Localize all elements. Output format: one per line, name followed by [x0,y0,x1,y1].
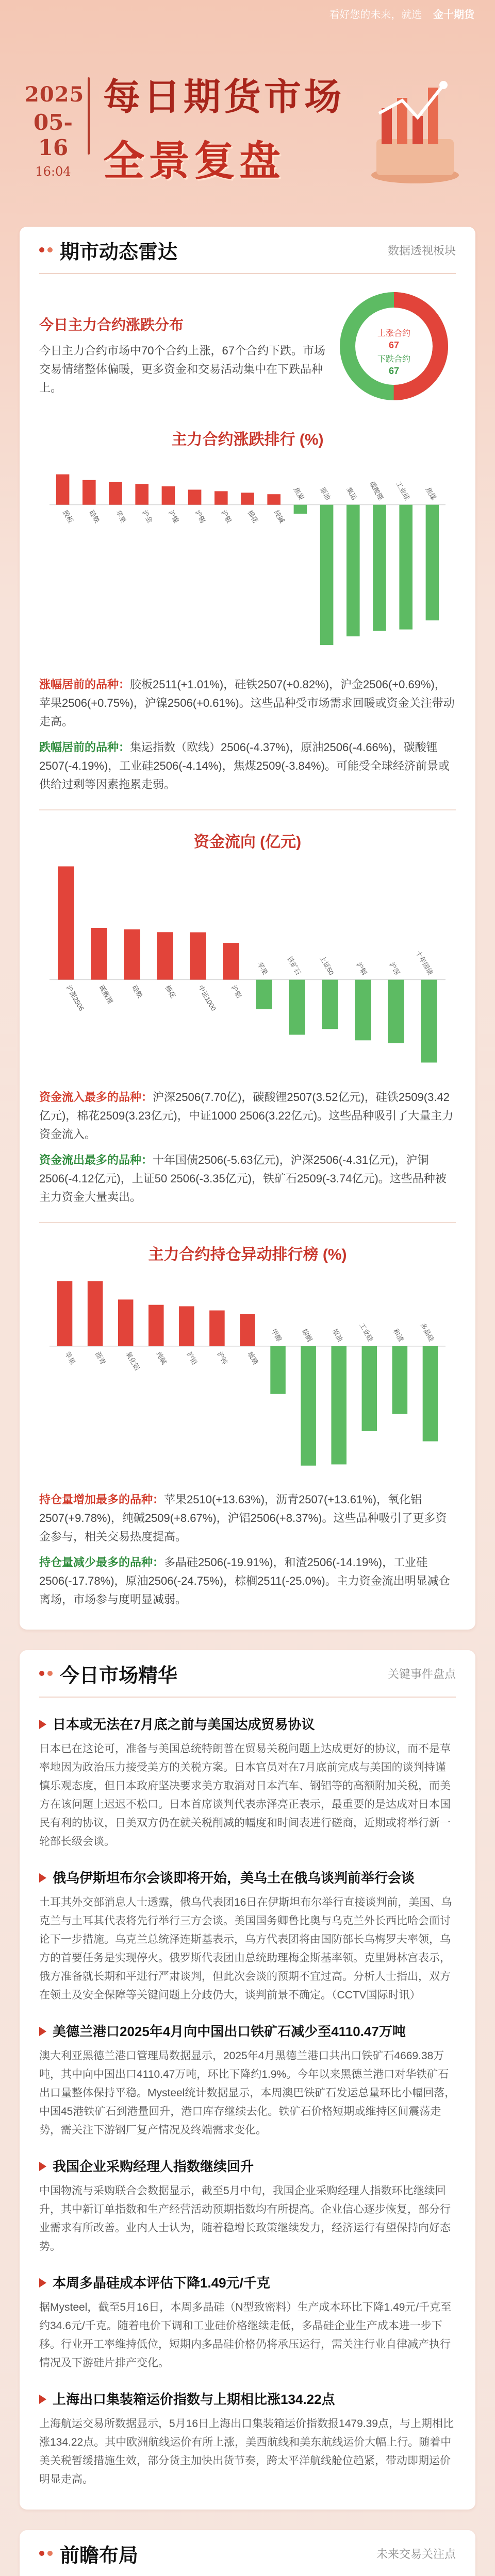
news-body: 澳大利亚黑德兰港口管理局数据显示，2025年4月黑德兰港口共出口铁矿石4669.38万吨，其中向中国出口4110.47万吨，环比下降约1.9%。今年以来黑德兰港口对华铁矿石出口量整体保持平稳。Mysteel统计数据显示，本周澳巴铁矿石发运总量环比小幅回落，中国45港铁矿石到港量回升，港口库存继续去化。铁矿石价格短期或维持区间震荡走势，需关注下游钢厂复产情况及终端需求变化。 [39,2050,456,2136]
slogan-text: 看好您的未来，就选 [329,9,422,21]
news-body: 日本已在这论可，准备与美国总统特朗普在贸易关税问题上达成更好的协议，而不是草率地因为政治压力接受美方的关税方案。日本官员对在7月底前完成与美国的谈判持谨慎乐观态度，但日本政府坚决要求美方取消对日本汽车、钢铝等的高额附加关税，而美方在该问题上迟迟不松口。日本首席谈判代表赤泽亮正表示，最重要的是达成对日本国民有利的协议，日美双方仍在就关税削减的幅度和时间表进行磋商，近期或将举行新一轮部长级会谈。 [39,1743,451,1848]
bar-3 [157,932,173,979]
bar-8 [322,980,338,1029]
forecast-card [20,2530,475,2576]
top-gainers-label: 涨幅居前的品种： [39,678,130,691]
category-label: 苹果 [114,509,128,524]
news-title[interactable] [39,2022,456,2041]
title-dots-icon [39,2551,53,2556]
card-header [39,2530,456,2576]
news-title[interactable] [39,2274,456,2292]
date-year: 2025 [25,82,85,107]
card-title-text: 今日市场精华 [60,1663,178,1687]
bar-8 [301,1346,316,1466]
news-title[interactable] [39,2390,456,2409]
category-label: 沪银 [220,509,234,524]
bar-1 [82,480,96,505]
category-label: 工业硅 [394,480,411,502]
category-label: 原油 [331,1327,344,1343]
oi-down-label: 持仓量减少最多的品种： [39,1556,164,1569]
donut-up-count: 67 [388,340,400,350]
category-label: 苹果 [256,961,270,977]
top-gainers-body: 胶板2511(+1.01%)，硅铁2507(+0.82%)，沪金2506(+0.69%)，苹果2506(+0.75%)，沪镍2506(+0.61%)。这些品种受市场需求回暖或资金关注带动走高。 [39,678,455,728]
category-label: 铁矿石 [285,955,303,977]
category-label: 焦炭 [292,486,306,502]
outflow-label: 资金流出最多的品种： [39,1154,153,1166]
oi-chart-title: 主力合约持仓异动排行榜 (%) [148,1246,347,1263]
bullet-triangle-icon [39,2162,46,2171]
bar-11 [346,505,360,636]
bar-12 [423,1346,438,1442]
donut-up-label: 上涨合约 [377,329,411,338]
card-note: 关键事件盘点 [387,1667,456,1681]
bar-9 [331,1346,346,1464]
bar-12 [373,505,386,631]
bar-8 [267,494,280,504]
title-dots-icon [39,247,53,252]
bar-7 [270,1346,286,1394]
top-slogan [0,6,495,21]
bar-10 [362,1346,377,1431]
open-interest-bar-chart [39,1264,456,1481]
rank-chart-title: 主力合约涨跌排行 (%) [171,431,324,448]
bar-2 [124,929,140,980]
category-label: 原油 [318,486,332,502]
date-separator [88,77,90,155]
category-label: 沪金 [140,509,154,524]
bar-4 [179,1306,194,1346]
title-dots-icon [39,1671,53,1676]
card-title [39,1659,177,1688]
bar-6 [256,980,272,1009]
bar-9 [355,980,371,1041]
category-label: 沪铝 [229,984,243,999]
category-label: 和渣 [391,1327,405,1343]
category-label: 纯碱 [155,1350,169,1366]
category-label: 集运 [345,486,359,502]
news-title[interactable] [39,1869,456,1887]
category-label: 棉花 [163,984,177,999]
flow-chart-title: 资金流向 (亿元) [193,834,302,851]
page-header [0,0,495,227]
donut-down-count: 67 [388,366,400,376]
category-label: 甲醇 [270,1327,284,1343]
bar-4 [162,486,175,505]
bar-11 [392,1346,408,1414]
rank-bar-chart [39,449,456,666]
bullet-triangle-icon [39,2027,46,2036]
news-title-text: 上海出口集装箱运价指数与上期相比涨134.22点 [53,2392,335,2407]
bar-14 [426,505,439,620]
brand-logo: 金十期货 [433,9,474,21]
category-label: 碳酸锂 [97,984,114,1005]
news-title-text: 本周多晶硅成本评估下降1.49元/千克 [53,2275,270,2291]
bar-3 [135,484,148,504]
bar-2 [109,482,122,505]
category-label: 苹果 [63,1350,77,1366]
oi-up-body: 苹果2510(+13.63%)，沥青2507(+13.61%)，氧化铝2507(+9.78%)，纯碱2509(+8.67%)，沪铝2506(+8.37%)。这些品种吸引了更多资金参与，相关交易热度提高。 [39,1493,447,1543]
bar-11 [421,980,437,1063]
inflow-body: 沪深2506(7.70亿)，碳酸锂2507(3.52亿元)，硅铁2509(3.42亿元)，棉花2509(3.23亿元)，中证1000 2506(3.22亿元)。这些品种吸引了大量主力资金流入。 [39,1091,454,1141]
news-item [39,1715,456,1851]
category-label: 沪深 [388,961,402,977]
bar-1 [88,1281,103,1346]
bar-5 [209,1311,225,1347]
date-month-day: 05-16 [34,110,73,160]
bar-2 [118,1299,134,1346]
news-item [39,2157,456,2256]
news-title-text: 日本或无法在7月底之前与美国达成贸易协议 [53,1717,315,1732]
bar-5 [223,943,239,979]
card-header [39,227,456,274]
news-item [39,2022,456,2140]
title-line2: 全景复盘 [103,138,285,184]
news-item [39,1869,456,2005]
date-time: 16:04 [35,164,71,179]
title-line1: 每日期货市场 [103,77,345,118]
bar-3 [148,1305,164,1346]
oi-down-text [39,1553,456,1609]
category-label: 纯碱 [272,509,286,524]
bullet-triangle-icon [39,1720,46,1729]
category-label: 玻璃 [246,1350,260,1366]
category-label: 焦煤 [424,486,438,502]
news-body: 中国物流与采购联合会数据显示，截至5月中旬，我国企业采购经理人指数环比继续回升，其中新订单指数和生产经营活动预期指数均有所提高。企业信心逐步恢复，部分行业需求有所改善。业内人士认为，随着稳增长政策继续发力，经济运行有望保持向好态势。 [39,2185,451,2252]
page-title [103,67,344,187]
category-label: 上证50 [318,954,336,977]
bar-5 [188,489,202,504]
news-body: 据Mysteel，截至5月16日，本周多晶硅（N型致密料）生产成本环比下降1.49元/千克至约34.6元/千克。随着电价下调和工业硅价格继续走低，多晶硅企业生产成本进一步下移。行业开工率维持低位，短期内多晶硅价格仍将承压运行，需关注行业自律减产执行情况及下游硅片排产变化。 [39,2301,452,2369]
bar-1 [91,928,107,980]
news-list [39,1715,456,2489]
category-label: 沪铜 [355,961,369,977]
card-title [39,2539,138,2568]
category-label: 沪锡 [193,509,207,524]
news-item [39,2390,456,2489]
header-illustration-icon [366,77,464,185]
bar-10 [320,505,334,645]
category-label: 中证1000 [196,984,218,1012]
bar-6 [214,491,228,504]
card-title [39,236,177,264]
category-label: 十年国债 [414,949,435,977]
category-label: 沪镍 [167,509,180,524]
category-label: 沪铝 [185,1350,199,1366]
bar-13 [399,505,412,630]
category-label: 沪锌 [216,1350,229,1366]
bar-9 [294,505,307,514]
top-losers-label: 跌幅居前的品种： [39,741,130,754]
bullet-triangle-icon [39,2395,46,2404]
bar-0 [56,474,70,505]
market-radar-card [20,227,475,1630]
bar-4 [190,933,206,980]
category-label: 棕榈 [300,1327,314,1343]
oi-up-text [39,1490,456,1546]
card-title-text: 期市动态雷达 [60,240,178,263]
inflow-text [39,1088,456,1144]
news-title-text: 俄乌伊斯坦布尔会谈即将开始，美乌土在俄乌谈判前举行会谈 [53,1870,415,1886]
news-body: 土耳其外交部消息人士透露，俄乌代表团16日在伊斯坦布尔举行直接谈判前，美国、乌克兰与土耳其代表将先行举行三方会谈。美国国务卿鲁比奥与乌克兰外长西比哈会面讨论下一步措施。乌克兰总统泽连斯基表示，乌方代表团将由国防部长乌梅罗夫率领，乌方的首要任务是实现停火。俄罗斯代表团由总统助理梅金斯基率领。克里姆林宫表示，俄方准备就长期和平进行严肃谈判，但此次会谈的预期不宜过高。分析人士指出，双方在领土及安全保障等关键问题上分歧仍大，谈判前景不确定。（CCTV国际时讯） [39,1896,452,2001]
news-title[interactable] [39,1715,456,1734]
section-divider [39,809,456,810]
news-body: 上海航运交易所数据显示，5月16日上海出口集装箱运价指数报1479.39点，与上期相比涨134.22点。其中欧洲航线运价有所上涨，美西航线和美东航线运价大幅上行。随着中美关税暂缓措施生效，部分货主加快出货节奏，跨太平洋航线舱位趋紧，带动即期运价明显走高。 [39,2418,454,2485]
category-label: 沪深2506 [64,984,86,1012]
bar-0 [58,867,74,980]
category-label: 氧化铝 [124,1350,141,1372]
news-title-text: 美德兰港口2025年4月向中国出口铁矿石减少至4110.47万吨 [53,2024,406,2039]
section-divider [39,1222,456,1223]
news-item [39,2274,456,2372]
top-gainers-text [39,675,456,731]
category-label: 碳酸锂 [368,480,385,502]
donut-down-label: 下跌合约 [377,355,411,364]
bar-0 [57,1281,73,1346]
card-note: 未来交易关注点 [376,2547,456,2561]
category-label: 多晶硅 [419,1321,436,1343]
bar-7 [241,493,254,504]
category-label: 工业硅 [358,1321,375,1343]
bullet-triangle-icon [39,2278,46,2287]
card-title-text: 前瞻布局 [60,2543,139,2567]
bar-10 [388,980,404,1043]
market-news-card [20,1650,475,2510]
category-label: 胶板 [61,509,75,524]
flow-bar-chart [39,852,456,1078]
top-losers-body: 集运指数（欧线）2506(-4.37%)，原油2506(-4.66%)，碳酸锂2507(-4.19%)，工业硅2506(-4.14%)，焦煤2509(-3.84%)。可能受全球经济前景或供给过剩等因素拖累走弱。 [39,741,450,791]
news-title[interactable] [39,2157,456,2176]
oi-up-label: 持仓量增加最多的品种： [39,1493,164,1506]
card-header [39,1650,456,1698]
category-label: 硅铁 [88,509,102,524]
category-label: 沥青 [94,1350,108,1366]
inflow-label: 资金流入最多的品种： [39,1091,153,1104]
bar-7 [289,980,305,1035]
distribution-donut-chart [332,284,456,408]
bullet-triangle-icon [39,1873,46,1883]
distribution-title: 今日主力合约涨跌分布 [39,317,184,333]
distribution-text: 今日主力合约市场中70个合约上涨，67个合约下跌。市场交易情绪整体偏暖，更多资金和交易活动集中在下跌品种上。 [39,344,325,394]
outflow-text [39,1151,456,1207]
outflow-body: 十年国债2506(-5.63亿元)，沪深2506(-4.31亿元)，沪铜2506(-4.12亿元)，上证50 2506(-3.35亿元)，铁矿石2509(-3.74亿元)。这些品种被主力资金大量卖出。 [39,1154,447,1204]
date-block [25,82,85,179]
oi-down-body: 多晶硅2506(-19.91%)，和渣2506(-14.19%)，工业硅2506(-17.78%)，原油2506(-24.75%)，棕榈2511(-25.0%)。主力资金流出明显减仓离场，市场参与度明显减弱。 [39,1556,450,1606]
card-note: 数据透视板块 [387,244,456,257]
category-label: 棉花 [246,509,260,524]
bar-6 [240,1314,255,1346]
category-label: 硅铁 [130,984,144,999]
news-title-text: 我国企业采购经理人指数继续回升 [53,2159,254,2174]
top-losers-text [39,738,456,794]
